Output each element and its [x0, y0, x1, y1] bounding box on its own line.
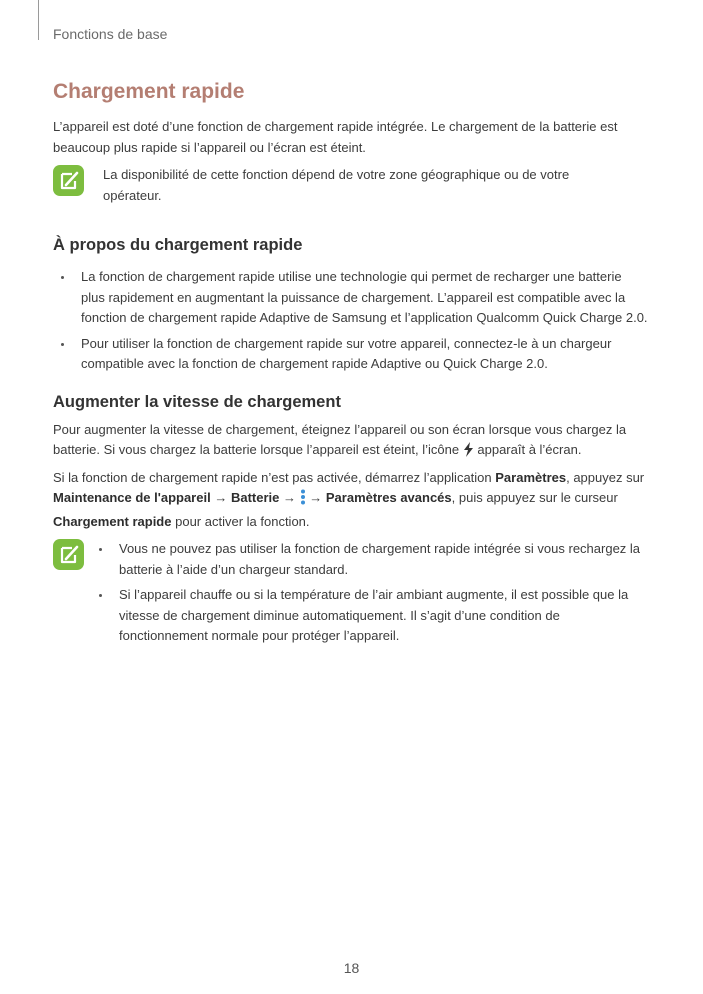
speed-paragraph-1: Pour augmenter la vitesse de chargement, éteignez l’appareil ou son écran lorsque vous chargez la batterie. Si vous chargez la batterie lorsque l’appareil est éteint, l’icône apparaît à l’écran. — [53, 420, 648, 464]
note-block-1 — [53, 165, 648, 206]
note-list — [119, 539, 644, 647]
list-item: Vous ne pouvez pas utiliser la fonction de chargement rapide intégrée si vous rechargez la batterie à l’aide d’un chargeur standard. — [119, 539, 644, 580]
note-text: La disponibilité de cette fonction dépend de votre zone géographique ou de votre opérateur. — [103, 167, 570, 203]
list-item: La fonction de chargement rapide utilise une technologie qui permet de recharger une batterie plus rapidement en augmentant la puissance de chargement. L’appareil est compatible avec la fonction de chargement rapide Adaptive de Samsung et l’application Qualcomm Quick Charge 2.0. — [81, 267, 648, 329]
list-item: Pour utiliser la fonction de chargement rapide sur votre appareil, connectez-le à un chargeur compatible avec la fonction de chargement rapide Adaptive ou Quick Charge 2.0. — [81, 334, 648, 375]
more-options-icon — [300, 489, 306, 512]
speed-paragraph-2: Si la fonction de chargement rapide n’est pas activée, démarrez l’application Paramètres, appuyez sur Maintenance de l'appareil → Batterie → → Paramètres avancés, puis appuyez sur le curseur Chargement rapide pour activer la fonction. — [53, 469, 645, 529]
note-icon — [53, 165, 84, 196]
note-block-2 — [53, 539, 648, 647]
page-title: Chargement rapide — [53, 80, 245, 103]
note-icon — [53, 539, 84, 570]
about-list — [81, 267, 648, 375]
list-item: Si l’appareil chauffe ou si la température de l’air ambiant augmente, il est possible que la vitesse de chargement diminue automatiquement. Il s’agit d’une condition de fonctionnement normale pour protéger l’appareil. — [119, 585, 644, 647]
intro-paragraph: L’appareil est doté d’une fonction de chargement rapide intégrée. Le chargement de la batterie est beaucoup plus rapide si l’appareil ou l’écran est éteint. — [53, 119, 618, 155]
about-heading: À propos du chargement rapide — [53, 236, 303, 254]
page-content — [53, 80, 648, 647]
lightning-bolt-icon — [463, 442, 474, 464]
speed-heading: Augmenter la vitesse de chargement — [53, 392, 341, 411]
header-rule — [38, 0, 39, 40]
section-header: Fonctions de base — [53, 26, 168, 42]
page-number: 18 — [343, 960, 360, 976]
